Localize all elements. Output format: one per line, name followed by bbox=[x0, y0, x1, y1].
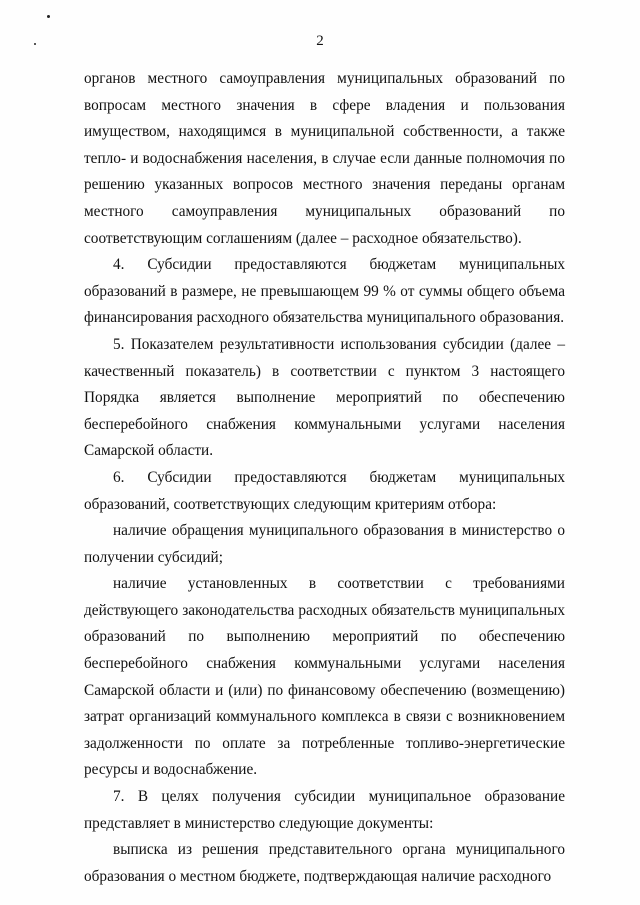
scan-artifact-dot bbox=[47, 15, 50, 18]
paragraph-item-4: 4. Субсидии предоставляются бюджетам муниципальных образований в размере, не превышающем 99 % от суммы общего объема финансирования расходного обязательства муниципального образования. bbox=[84, 256, 565, 327]
paragraph-item-6: 6. Субсидии предоставляются бюджетам муниципальных образований, соответствующих следующим критериям отбора: bbox=[84, 468, 565, 513]
paragraph-continuation: органов местного самоуправления муниципальных образований по вопросам местного значения в сфере владения и пользования имуществом, находящимся в муниципальной собственности, а также тепло- и водоснабжения населения, в случае если данные полномочия по решению указанных вопросов местного значения переданы органам местного самоуправления муниципальных образований по соответствующим соглашениям (далее – расходное обязательство). bbox=[84, 70, 565, 247]
document-body bbox=[84, 66, 565, 890]
paragraph-item-7: 7. В целях получения субсидии муниципальное образование представляет в министерство следующие документы: bbox=[84, 788, 565, 832]
paragraph-criterion-1: наличие обращения муниципального образования в министерство о получении субсидий; bbox=[84, 522, 565, 566]
paragraph-item-5: 5. Показателем результативности использования субсидии (далее – качественный показатель) в соответствии с пунктом 3 настоящего Порядка является выполнение мероприятий по обеспечению бесперебойного снабжения коммунальными услугами населения Самарской области. bbox=[84, 335, 565, 460]
paragraph-criterion-2: наличие установленных в соответствии с требованиями действующего законодательства расходных обязательств муниципальных образований по выполнению мероприятий по обеспечению бесперебойного снабжения коммунальными услугами населения Самарской области и (или) по финансовому обеспечению (возмещению) затрат организаций коммунального комплекса в связи с возникновением задолженности по оплате за потребленные топливо-энергетические ресурсы и водоснабжение. bbox=[84, 575, 565, 779]
paragraph-document-1: выписка из решения представительного органа муниципального образования о местном бюджете, подтверждающая наличие расходного bbox=[84, 841, 565, 885]
page-number: 2 bbox=[316, 33, 324, 49]
